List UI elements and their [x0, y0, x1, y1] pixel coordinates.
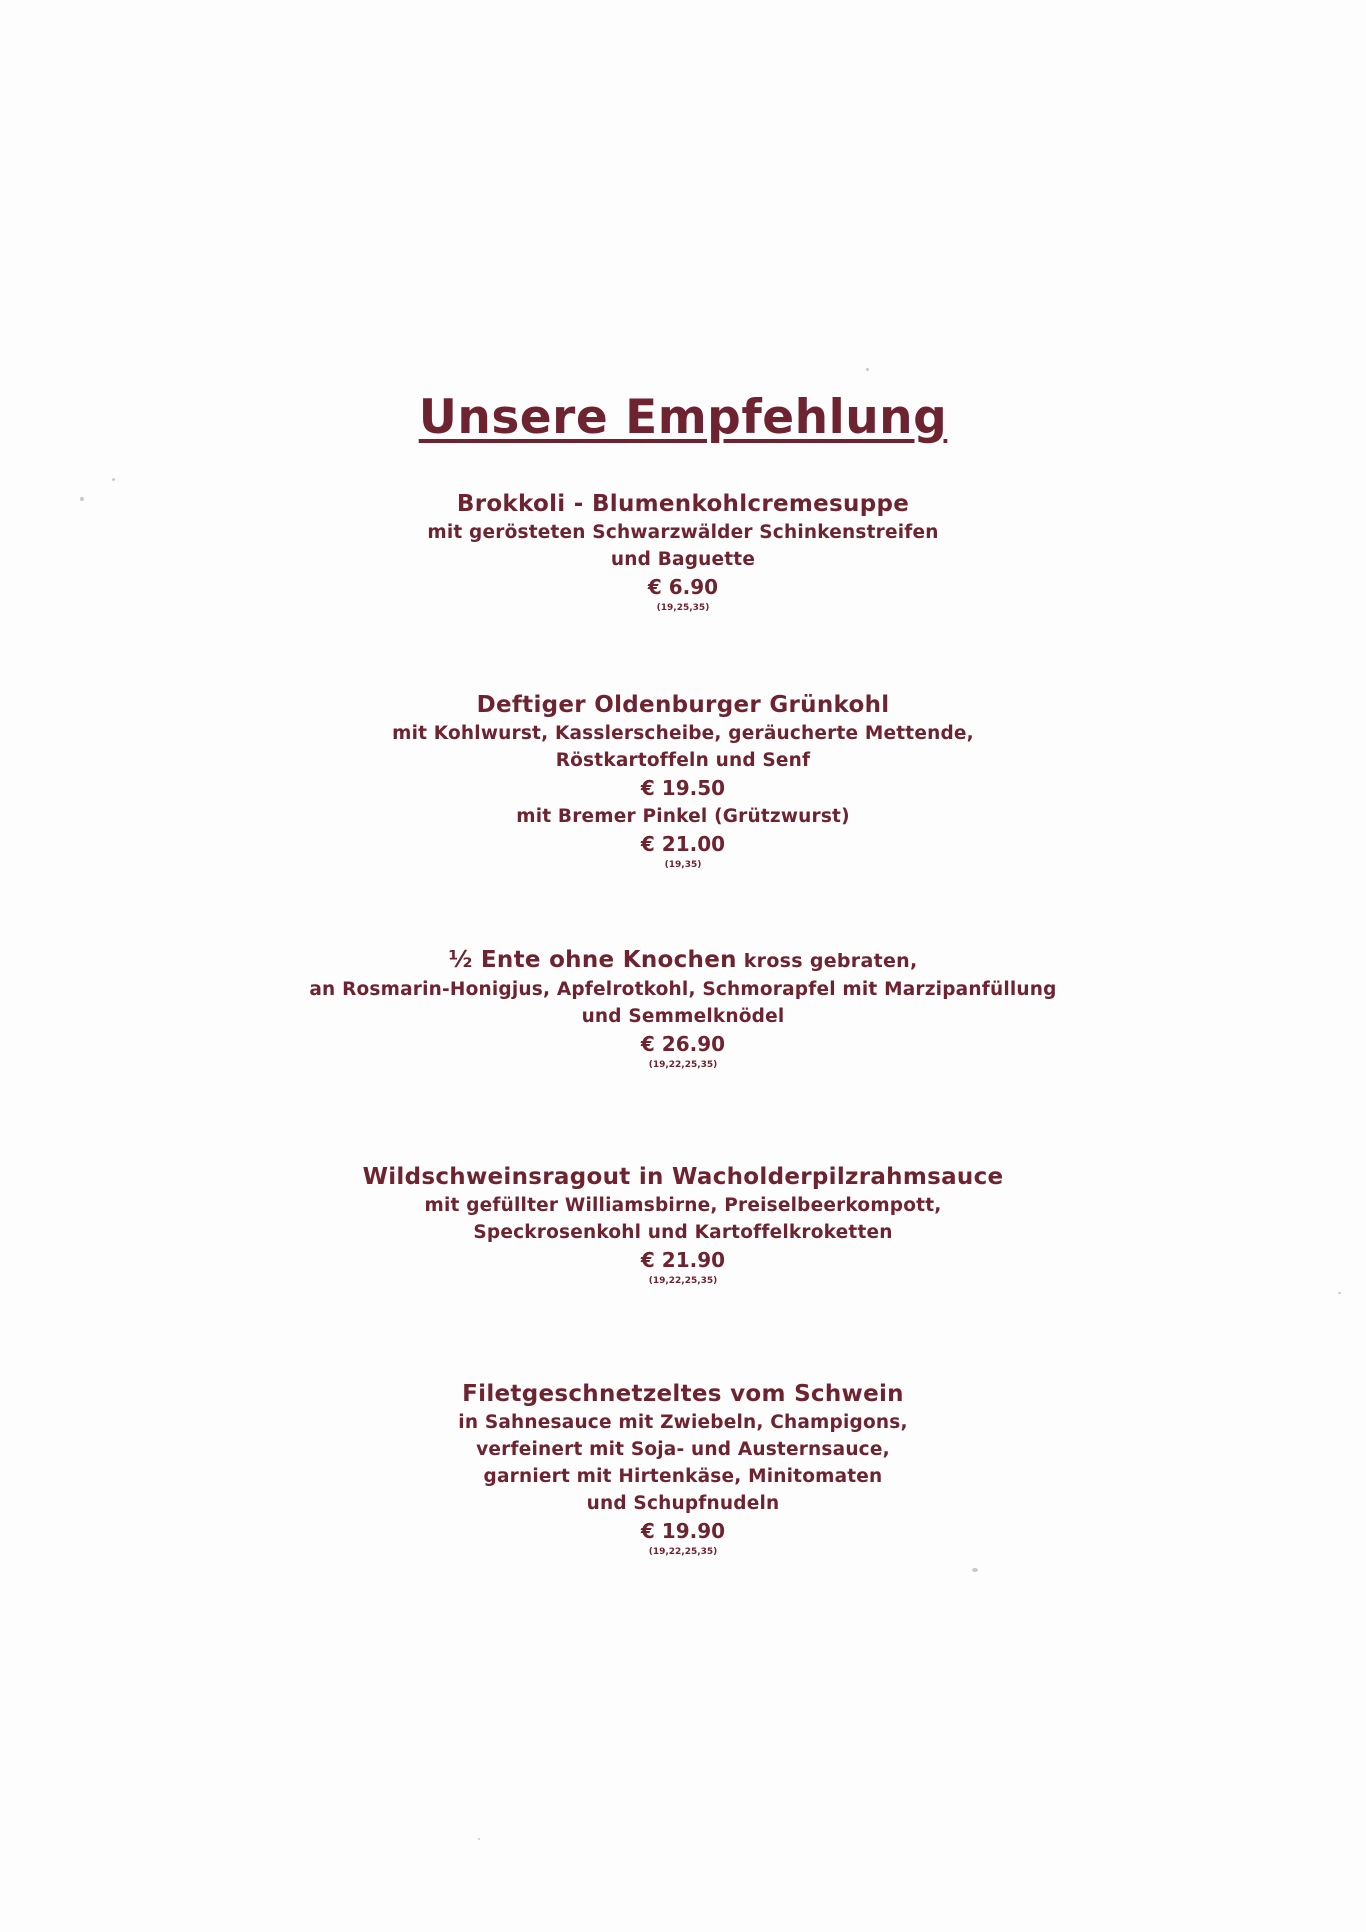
dish-price: € 6.90: [647, 575, 719, 599]
dish-item: [0, 946, 1366, 1072]
dish-extra-option: mit Bremer Pinkel (Grützwurst): [516, 806, 850, 827]
dish-extra-price: € 21.00: [640, 832, 726, 856]
dish-allergens: (19,22,25,35): [648, 1276, 718, 1286]
dish-name: Brokkoli - Blumenkohlcremesuppe: [456, 491, 910, 517]
dish-allergens: (19,22,25,35): [648, 1060, 718, 1070]
dish-item: [0, 490, 1366, 615]
dish-description-line: in Sahnesauce mit Zwiebeln, Champigons,: [458, 1412, 908, 1433]
dish-description-line: mit gerösteten Schwarzwälder Schinkenstreifen: [427, 522, 939, 543]
dish-description-line: und Schupfnudeln: [586, 1493, 780, 1514]
dish-description-line: an Rosmarin-Honigjus, Apfelrotkohl, Schmorapfel mit Marzipanfüllung: [309, 979, 1057, 1000]
scan-speck: [80, 497, 84, 501]
dish-description-line: und Baguette: [610, 549, 756, 570]
dish-name: Deftiger Oldenburger Grünkohl: [476, 692, 890, 718]
dish-allergens: (19,22,25,35): [648, 1547, 718, 1557]
dish-price: € 26.90: [640, 1032, 726, 1056]
dish-item: [0, 1163, 1366, 1288]
dish-description-line: garniert mit Hirtenkäse, Minitomaten: [483, 1466, 883, 1487]
scan-speck: [866, 368, 869, 371]
dish-description-line: verfeinert mit Soja- und Austernsauce,: [476, 1439, 890, 1460]
dish-name: Filetgeschnetzeltes vom Schwein: [462, 1381, 904, 1407]
dish-name: Wildschweinsragout in Wacholderpilzrahmsauce: [362, 1164, 1004, 1190]
dish-price: € 21.90: [640, 1248, 726, 1272]
page-title: [0, 388, 1366, 448]
page-title-text: Unsere Empfehlung: [418, 390, 948, 445]
dish-item: [0, 691, 1366, 872]
dish-name-suffix: kross gebraten,: [736, 950, 918, 972]
dish-item: [0, 1380, 1366, 1559]
dish-description-line: mit Kohlwurst, Kasslerscheibe, geräucherte Mettende,: [392, 723, 974, 744]
dish-allergens: (19,25,35): [656, 603, 710, 613]
dish-price: € 19.90: [640, 1519, 726, 1543]
dish-price: € 19.50: [640, 776, 726, 800]
dish-allergens: (19,35): [664, 860, 702, 870]
dish-description-line: und Semmelknödel: [581, 1006, 785, 1027]
dish-description-line: Speckrosenkohl und Kartoffelkroketten: [473, 1222, 893, 1243]
dish-description-line: mit gefüllter Williamsbirne, Preiselbeerkompott,: [424, 1195, 942, 1216]
scan-speck: [1338, 1292, 1341, 1294]
scan-speck: [112, 478, 115, 481]
dish-description-line: Röstkartoffeln und Senf: [555, 750, 811, 771]
scan-speck: [972, 1568, 978, 1572]
scan-speck: [478, 1838, 480, 1840]
dish-name: ½ Ente ohne Knochen kross gebraten,: [448, 947, 918, 973]
